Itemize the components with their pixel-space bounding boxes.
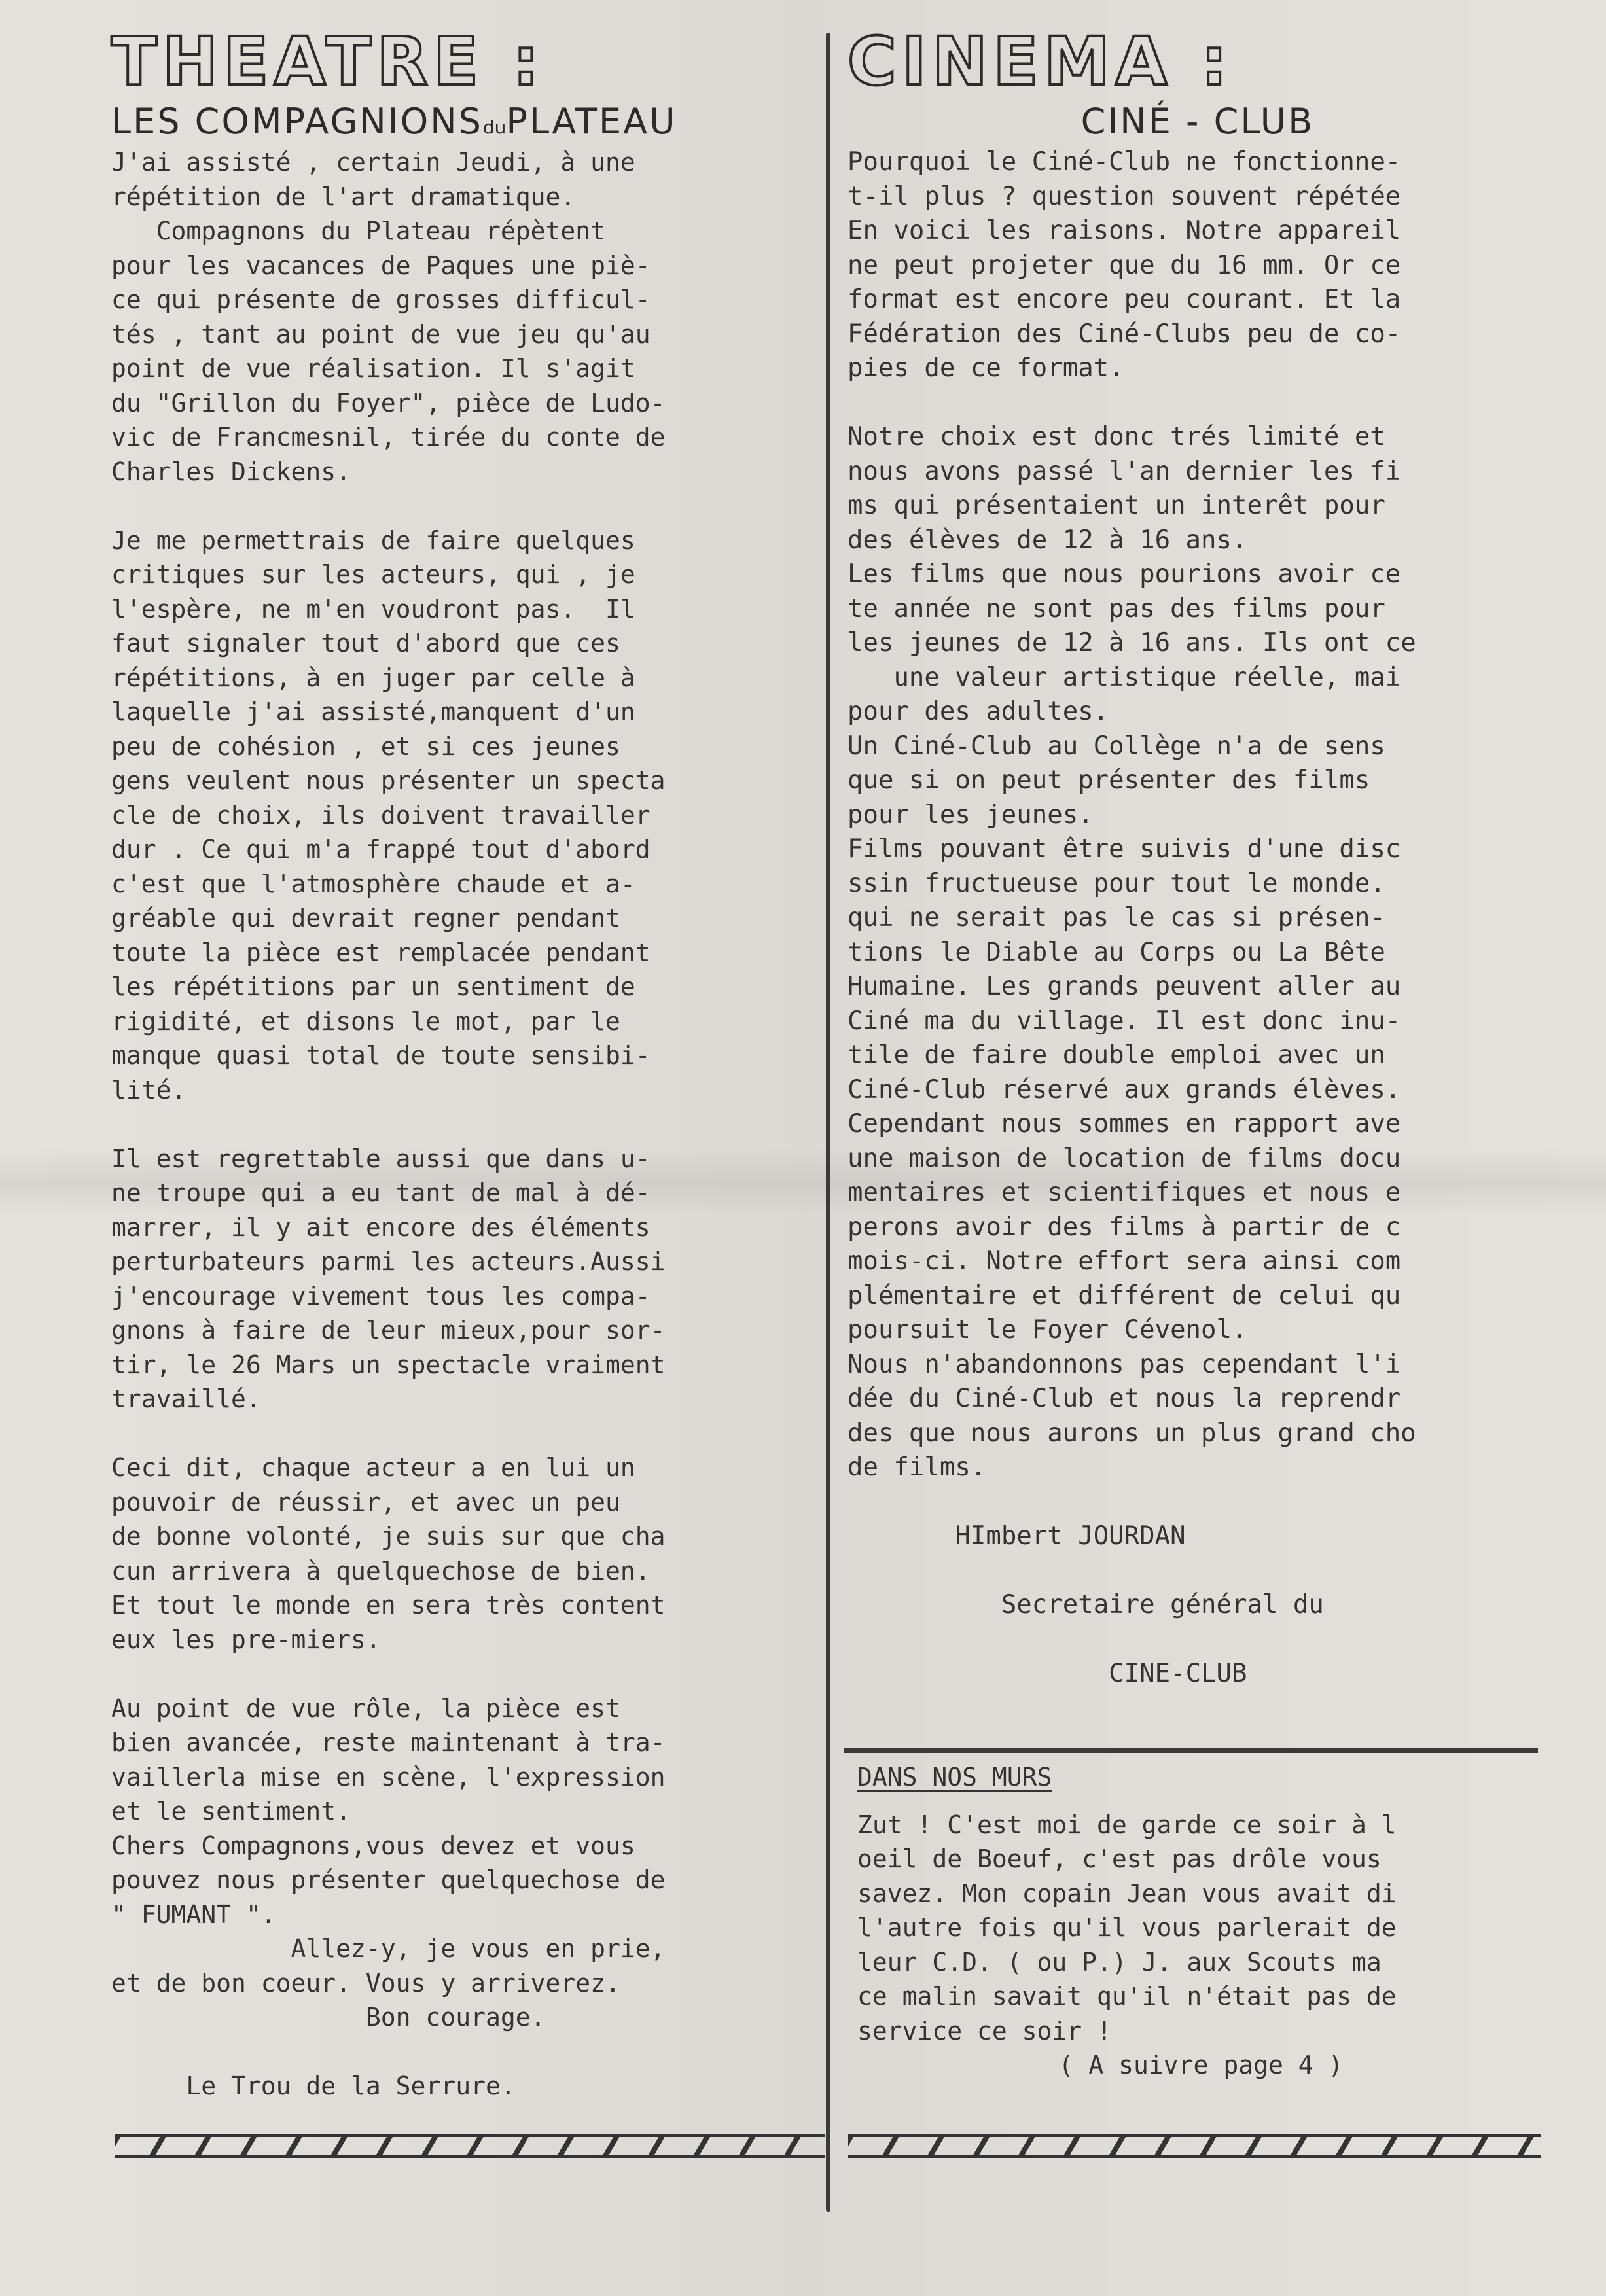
text-line: ce malin savait qu'il n'était pas de (857, 1982, 1397, 2011)
text-line: J'ai assisté , certain Jeudi, à une (111, 148, 635, 177)
text-line: vic de Francmesnil, tirée du conte de (111, 423, 666, 451)
text-line: Un Ciné-Club au Collège n'a de sens (848, 731, 1385, 761)
text-line: et de bon coeur. Vous y arriverez. (111, 1968, 620, 1998)
text-line: Cependant nous sommes en rapport ave (848, 1109, 1401, 1139)
text-line: point de vue réalisation. Il s'agit (111, 354, 635, 383)
text-line: format est encore peu courant. Et la (848, 285, 1401, 314)
text-line: tions le Diable au Corps ou La Bête (848, 937, 1385, 967)
text-line: Humaine. Les grands peuvent aller au (848, 972, 1401, 1001)
text-line: des élèves de 12 à 16 ans. (848, 525, 1247, 555)
theatre-heading: THEATRE : (111, 23, 544, 101)
section-title (857, 1760, 1544, 1795)
signature-org-text: CINE-CLUB (1109, 1659, 1247, 1688)
text-line: Allez-y, je vous en prie, (111, 1934, 666, 1963)
text-line: vaillerla mise en scène, l'expression (111, 1762, 666, 1792)
subheading-end: PLATEAU (506, 101, 677, 142)
cinema-subheading: CINÉ - CLUB (1080, 101, 1315, 142)
text-line: manque quasi total de toute sensibi- (111, 1041, 651, 1070)
text-line: Fédération des Ciné-Clubs peu de co- (848, 319, 1401, 349)
text-line: et le sentiment. (111, 1797, 351, 1826)
spacer (848, 1485, 1548, 1520)
text-line: eux les pre-miers. (111, 1625, 381, 1654)
text-line: mois-ci. Notre effort sera ainsi com (848, 1246, 1401, 1276)
text-line: Compagnons du Plateau répètent (111, 217, 605, 245)
text-line: dée du Ciné-Club et nous la reprendr (848, 1384, 1401, 1413)
text-line: Les films que nous pourions avoir ce (848, 559, 1401, 589)
text-line: de films. (848, 1453, 986, 1482)
text-line: l'espère, ne m'en voudront pas. Il (111, 594, 635, 624)
text-line: toute la pièce est remplacée pendant (111, 938, 651, 967)
text-line: En voici les raisons. Notre appareil (848, 216, 1401, 245)
theatre-subheading (111, 98, 818, 145)
text-line: ne troupe qui a eu tant de mal à dé- (111, 1178, 651, 1207)
text-line: Films pouvant être suivis d'une disc (848, 834, 1401, 864)
cinema-signature-block (848, 1485, 1548, 1691)
text-line (848, 386, 1548, 421)
text-line: Il est regrettable aussi que dans u- (111, 1144, 651, 1173)
text-line: perons avoir des films à partir de c (848, 1212, 1401, 1242)
cinema-column (848, 23, 1548, 1691)
text-line: Charles Dickens. (111, 457, 351, 486)
text-line: dur . Ce qui m'a frappé tout d'abord (111, 835, 651, 864)
text-line: plémentaire et différent de celui qu (848, 1280, 1401, 1311)
text-line: poursuit le Foyer Cévenol. (848, 1315, 1247, 1345)
text-line: Chers Compagnons,vous devez et vous (111, 1831, 635, 1860)
text-line: Et tout le monde en sera très content (111, 1591, 666, 1619)
text-line: Ceci dit, chaque acteur a en lui un (111, 1453, 635, 1482)
text-line: pies de ce format. (848, 353, 1124, 383)
text-line: rigidité, et disons le mot, par le (111, 1006, 620, 1036)
signature-title-text: Secretaire général du (1001, 1590, 1324, 1619)
text-line: oeil de Boeuf, c'est pas drôle vous (857, 1845, 1382, 1873)
text-line: ssin fructueuse pour tout le monde. (848, 868, 1385, 898)
text-line: Au point de vue rôle, la pièce est (111, 1693, 620, 1723)
text-line: cun arrivera à quelquechose de bien. (111, 1556, 651, 1585)
text-line: Notre choix est donc trés limité et (848, 422, 1385, 451)
text-line: Ciné-Club réservé aux grands élèves. (848, 1074, 1401, 1104)
signature-name (848, 1519, 1548, 1554)
spacer (111, 2035, 818, 2070)
spacer (857, 1795, 1544, 1808)
text-line: de bonne volonté, je suis sur que cha (111, 1522, 666, 1551)
text-line: laquelle j'ai assisté,manquent d'un (111, 698, 635, 726)
text-line: les répétitions par un sentiment de (111, 972, 635, 1001)
cinema-article (848, 145, 1548, 1485)
text-line: faut signaler tout d'abord que ces (111, 629, 620, 658)
text-line: Je me permettrais de faire quelques (111, 525, 635, 555)
text-line: ms qui présentaient un interêt pour (848, 491, 1385, 520)
subheading-main: LES COMPAGNIONS (111, 101, 483, 142)
text-line: des que nous aurons un plus grand cho (848, 1418, 1416, 1448)
text-line (111, 1107, 818, 1142)
text-line: une maison de location de films docu (848, 1143, 1401, 1173)
spacer (848, 1554, 1548, 1589)
text-line: du "Grillon du Foyer", pièce de Ludo- (111, 388, 666, 417)
text-line: c'est que l'atmosphère chaude et a- (111, 869, 635, 898)
text-line: tir, le 26 Mars un spectacle vraiment (111, 1350, 666, 1379)
text-line: pour les jeunes. (848, 800, 1094, 830)
theatre-article (111, 145, 818, 2035)
text-line: les jeunes de 12 à 16 ans. Ils ont ce (848, 628, 1416, 658)
text-line: cle de choix, ils doivent travailler (111, 800, 651, 830)
signature-name-text: HImbert JOURDAN (955, 1521, 1186, 1551)
text-line: Nous n'abandonnons pas cependant l'i (848, 1349, 1401, 1379)
text-line: bien avancée, reste maintenant à tra- (111, 1728, 666, 1757)
text-line: pour les vacances de Paques une piè- (111, 251, 651, 280)
text-line: travaillé. (111, 1385, 261, 1413)
text-line: marrer, il y ait encore des éléments (111, 1212, 651, 1242)
spacer (848, 1623, 1548, 1657)
text-line: gréable qui devrait regner pendant (111, 904, 620, 932)
text-line: répétition de l'art dramatique. (111, 182, 576, 211)
text-line: ne peut projeter que du 16 mm. Or ce (848, 250, 1401, 280)
text-line: te année ne sont pas des films pour (848, 593, 1385, 624)
footer-rule-right (848, 2134, 1541, 2158)
text-line: gens veulent nous présenter un specta (111, 766, 666, 795)
column-divider (826, 33, 830, 2212)
text-line: lité. (111, 1075, 187, 1104)
text-line (111, 1417, 818, 1451)
dans-nos-murs-section (857, 1760, 1544, 2083)
signature-title (848, 1588, 1548, 1623)
text-line: une valeur artistique réelle, mai (848, 662, 1401, 692)
subheading-small: du (482, 116, 507, 138)
text-line: répétitions, à en juger par celle à (111, 663, 635, 692)
text-line: Zut ! C'est moi de garde ce soir à l (857, 1810, 1397, 1839)
signature-text: Le Trou de la Serrure. (186, 2072, 516, 2100)
text-line: mentaires et scientifiques et nous e (848, 1178, 1401, 1207)
text-line: savez. Mon copain Jean vous avait di (857, 1879, 1397, 1908)
text-line: que si on peut présenter des films (848, 766, 1370, 795)
text-line: perturbateurs parmi les acteurs.Aussi (111, 1247, 666, 1276)
text-line: pouvoir de réussir, et avec un peu (111, 1487, 620, 1517)
text-line: Pourquoi le Ciné-Club ne fonctionne- (848, 147, 1401, 177)
continued-note: ( A suivre page 4 ) (1058, 2051, 1344, 2079)
cinema-heading: CINEMA : (848, 23, 1233, 101)
text-line: service ce soir ! (857, 2016, 1112, 2045)
text-line (111, 489, 818, 523)
text-line (111, 1657, 818, 1691)
text-line: Ciné ma du village. Il est donc inu- (848, 1006, 1401, 1036)
text-line: tés , tant au point de vue jeu qu'au (111, 319, 651, 349)
text-line: l'autre fois qu'il vous parlerait de (857, 1913, 1397, 1942)
text-line: pour des adultes. (848, 697, 1109, 726)
section-divider (844, 1748, 1538, 1753)
text-line: t-il plus ? question souvent répétée (848, 181, 1401, 211)
theatre-signature (111, 2069, 818, 2104)
theatre-signature-block (111, 2035, 818, 2104)
text-line: nous avons passé l'an dernier les fi (848, 456, 1401, 486)
text-line: critiques sur les acteurs, qui , je (111, 560, 635, 589)
section-title-text: DANS NOS MURS (857, 1763, 1052, 1792)
text-line: j'encourage vivement tous les compa- (111, 1281, 651, 1311)
text-line: " FUMANT ". (111, 1899, 276, 1929)
text-line: peu de cohésion , et si ces jeunes (111, 732, 620, 761)
text-line: pouvez nous présenter quelquechose de (111, 1865, 666, 1894)
text-line: leur C.D. ( ou P.) J. aux Scouts ma (857, 1947, 1382, 1977)
text-line: ce qui présente de grosses difficul- (111, 285, 651, 314)
text-line: qui ne serait pas le cas si présen- (848, 903, 1385, 932)
text-line: tile de faire double emploi avec un (848, 1040, 1385, 1070)
signature-org (848, 1657, 1548, 1691)
text-line: Bon courage. (111, 2003, 546, 2032)
text-line: gnons à faire de leur mieux,pour sor- (111, 1316, 666, 1345)
footer-rule-left (115, 2134, 825, 2158)
theatre-column (111, 23, 818, 2104)
section-article (857, 1808, 1544, 2049)
